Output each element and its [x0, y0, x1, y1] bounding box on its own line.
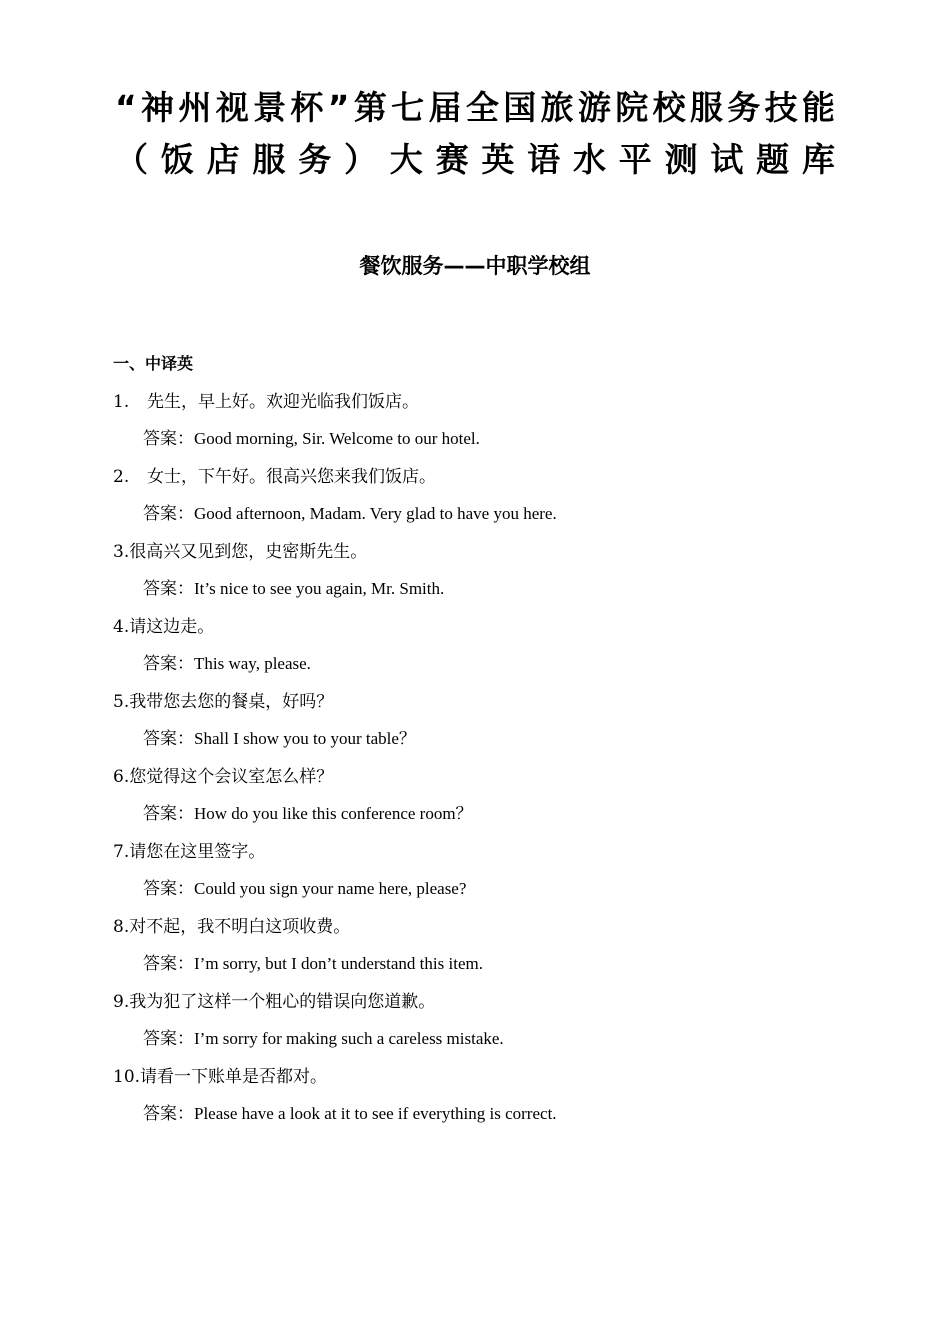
- question-line: [113, 540, 853, 577]
- answer-line: [113, 727, 853, 765]
- title-glyph: 服: [689, 88, 723, 127]
- question-number: 9.: [113, 992, 130, 1012]
- answer-text: This way, please.: [194, 654, 311, 673]
- document-subtitle: 餐饮服务——中职学校组: [359, 254, 591, 278]
- question-text: 我带您去您的餐桌，好吗？: [129, 692, 334, 712]
- question-number: 8.: [113, 917, 130, 937]
- title-glyph: 第: [353, 88, 387, 127]
- question-number: 5.: [113, 692, 130, 712]
- question-line: [113, 915, 853, 952]
- question-item: [113, 990, 853, 1065]
- question-line: [113, 465, 853, 502]
- title-glyph: “: [115, 88, 137, 127]
- answer-text: I’m sorry for making such a careless mistake.: [194, 1029, 504, 1048]
- question-line: [113, 990, 853, 1027]
- question-text: 我为犯了这样一个粗心的错误向您道歉。: [129, 992, 436, 1012]
- title-glyph: 能: [801, 88, 835, 127]
- answer-text: Good afternoon, Madam. Very glad to have you here.: [194, 504, 557, 523]
- question-line: [113, 1065, 853, 1102]
- title-glyph: 店: [206, 140, 240, 179]
- question-text: 先生，早上好。欢迎光临我们饭店。: [147, 392, 419, 412]
- title-glyph: 测: [664, 140, 698, 179]
- answer-label: 答案：: [143, 729, 194, 749]
- title-glyph: 赛: [435, 140, 469, 179]
- title-glyph: 服: [252, 140, 286, 179]
- answer-line: [113, 952, 853, 990]
- answer-text: I’m sorry, but I don’t understand this item.: [194, 954, 483, 973]
- question-text: 请您在这里签字。: [129, 842, 266, 862]
- section-heading: 一、中译英: [113, 354, 194, 373]
- question-item: [113, 690, 853, 765]
- question-text: 很高兴又见到您，史密斯先生。: [129, 542, 368, 562]
- question-item: [113, 615, 853, 690]
- title-glyph: 语: [527, 140, 561, 179]
- answer-line: [113, 502, 853, 540]
- title-glyph: 技: [764, 88, 798, 127]
- document-title-line-1: [115, 88, 835, 128]
- title-glyph: 试: [710, 140, 744, 179]
- answer-text: Good morning, Sir. Welcome to our hotel.: [194, 429, 480, 448]
- answer-text: Shall I show you to your table？: [194, 729, 416, 748]
- title-glyph: 水: [572, 140, 606, 179]
- question-number: 4.: [113, 617, 130, 637]
- answer-line: [113, 427, 853, 465]
- title-glyph: 库: [801, 140, 835, 179]
- answer-label: 答案：: [143, 804, 194, 824]
- title-glyph: 平: [618, 140, 652, 179]
- question-item: [113, 765, 853, 840]
- question-text: 请这边走。: [129, 617, 215, 637]
- answer-label: 答案：: [143, 579, 194, 599]
- title-glyph: 全: [465, 88, 499, 127]
- question-text: 女士，下午好。很高兴您来我们饭店。: [147, 467, 436, 487]
- answer-text: Please have a look at it to see if everything is correct.: [194, 1104, 557, 1123]
- question-item: [113, 840, 853, 915]
- question-number: 10.: [113, 1067, 141, 1087]
- question-line: [113, 690, 853, 727]
- answer-label: 答案：: [143, 1029, 194, 1049]
- title-glyph: 饭: [160, 140, 194, 179]
- answer-label: 答案：: [143, 429, 194, 449]
- question-item: [113, 465, 853, 540]
- answer-line: [113, 1102, 853, 1140]
- title-glyph: 景: [253, 88, 287, 127]
- title-glyph: ”: [327, 88, 350, 127]
- question-text: 请看一下账单是否都对。: [140, 1067, 328, 1087]
- question-number: 6.: [113, 767, 130, 787]
- question-item: [113, 915, 853, 990]
- title-glyph: 院: [615, 88, 649, 127]
- question-item: [113, 1065, 853, 1140]
- question-text: 对不起，我不明白这项收费。: [129, 917, 351, 937]
- question-list: [113, 390, 853, 1140]
- answer-line: [113, 1027, 853, 1065]
- title-glyph: 旅: [540, 88, 574, 127]
- answer-text: It’s nice to see you again, Mr. Smith.: [194, 579, 445, 598]
- question-line: [113, 765, 853, 802]
- title-glyph: 英: [481, 140, 515, 179]
- title-glyph: 七: [391, 88, 425, 127]
- answer-line: [113, 802, 853, 840]
- title-glyph: （: [115, 140, 148, 179]
- answer-label: 答案：: [143, 954, 194, 974]
- document-title-line-2: [115, 140, 835, 180]
- title-glyph: 务: [298, 140, 332, 179]
- question-line: [113, 390, 853, 427]
- title-glyph: 国: [503, 88, 537, 127]
- answer-label: 答案：: [143, 879, 194, 899]
- answer-line: [113, 577, 853, 615]
- question-line: [113, 840, 853, 877]
- title-glyph: 杯: [290, 88, 324, 127]
- answer-text: How do you like this conference room？: [194, 804, 473, 823]
- title-glyph: 视: [215, 88, 249, 127]
- question-text: 您觉得这个会议室怎么样？: [129, 767, 334, 787]
- title-glyph: 游: [577, 88, 611, 127]
- question-number: 3.: [113, 542, 130, 562]
- title-glyph: 校: [652, 88, 686, 127]
- title-glyph: 州: [178, 88, 212, 127]
- question-number: 2.: [113, 467, 130, 487]
- question-number: 7.: [113, 842, 130, 862]
- answer-label: 答案：: [143, 1104, 194, 1124]
- answer-label: 答案：: [143, 504, 194, 524]
- title-glyph: ）: [343, 140, 377, 179]
- answer-line: [113, 877, 853, 915]
- answer-line: [113, 652, 853, 690]
- title-glyph: 题: [756, 140, 790, 179]
- title-glyph: 务: [727, 88, 761, 127]
- question-item: [113, 540, 853, 615]
- title-glyph: 届: [428, 88, 462, 127]
- question-item: [113, 390, 853, 465]
- answer-label: 答案：: [143, 654, 194, 674]
- title-glyph: 大: [389, 140, 423, 179]
- question-line: [113, 615, 853, 652]
- question-number: 1.: [113, 392, 130, 412]
- title-glyph: 神: [141, 88, 175, 127]
- answer-text: Could you sign your name here, please?: [194, 879, 467, 898]
